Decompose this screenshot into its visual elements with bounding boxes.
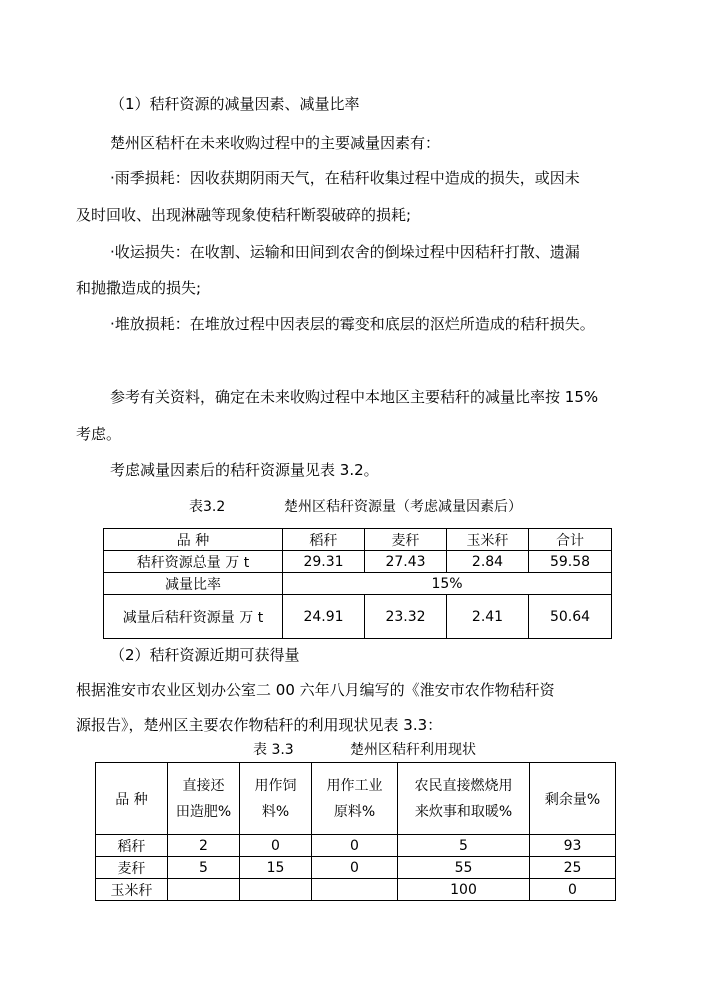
- table-cell: 玉米秆: [96, 879, 168, 901]
- table-cell: 93: [530, 835, 616, 857]
- table-cell: 27.43: [365, 551, 447, 573]
- table-row: [104, 551, 612, 573]
- table33-number: 表 3.3: [253, 742, 294, 758]
- table-cell: 秸秆资源总量 万 t: [104, 551, 283, 573]
- table32-number: 表3.2: [189, 499, 226, 515]
- table-header-cell: 品 种: [104, 529, 283, 551]
- table-cell: [168, 879, 240, 901]
- table-3-2: [103, 528, 612, 639]
- table-header-cell: 品 种: [96, 763, 168, 835]
- table-row: [104, 529, 612, 551]
- item1-line2: 及时回收、出现淋融等现象使秸秆断裂破碎的损耗;: [76, 206, 412, 224]
- table-cell: 50.64: [529, 595, 612, 639]
- table33-title: 楚州区秸秆利用现状: [350, 742, 476, 758]
- table-header-cell: 麦秆: [365, 529, 447, 551]
- table-header-cell: [312, 763, 398, 835]
- header-line: 料%: [261, 803, 290, 820]
- table-cell: 23.32: [365, 595, 447, 639]
- item1-line1: ·雨季损耗：因收获期阴雨天气，在秸秆收集过程中造成的损失，或因未: [110, 169, 580, 187]
- item2-line1: ·收运损失：在收割、运输和田间到农舍的倒垛过程中因秸秆打散、遗漏: [110, 243, 580, 261]
- table-cell: 59.58: [529, 551, 612, 573]
- section1-heading: （1）秸秆资源的减量因素、减量比率: [110, 95, 360, 113]
- section2-para-line2: 源报告》，楚州区主要农作物秸秆的利用现状见表 3.3：: [76, 716, 443, 734]
- table-cell: [312, 879, 398, 901]
- table-row: [104, 595, 612, 639]
- table-cell: 25: [530, 857, 616, 879]
- header-line: 来炊事和取暖%: [414, 803, 513, 820]
- table-cell: 2.84: [447, 551, 529, 573]
- ref-line2: 考虑。: [76, 425, 122, 443]
- table-header-cell: 玉米秆: [447, 529, 529, 551]
- table-cell: 29.31: [283, 551, 365, 573]
- table-header-cell: [240, 763, 312, 835]
- table-header-cell: [168, 763, 240, 835]
- table-cell: 5: [168, 857, 240, 879]
- ref-line1: 参考有关资料，确定在未来收购过程中本地区主要秸秆的减量比率按 15%: [110, 388, 599, 406]
- table-3-3: [95, 762, 616, 901]
- section1-intro: 楚州区秸杆在未来收购过程中的主要减量因素有：: [110, 134, 441, 152]
- table-cell: 稻秆: [96, 835, 168, 857]
- header-line: 田造肥%: [175, 803, 232, 820]
- table-cell: 0: [312, 835, 398, 857]
- table-cell: 15: [240, 857, 312, 879]
- header-line: 用作饲: [254, 777, 297, 794]
- table-row: [104, 573, 612, 595]
- table-cell: [240, 879, 312, 901]
- header-line: 原料%: [333, 803, 376, 820]
- table-cell: 0: [530, 879, 616, 901]
- header-line: 农民直接燃烧用: [414, 777, 513, 794]
- after-text: 考虑减量因素后的秸秆资源量见表 3.2。: [110, 461, 379, 479]
- header-line: 用作工业: [326, 777, 383, 794]
- item2-line2: 和抛撒造成的损失;: [76, 279, 202, 297]
- table-cell: 2.41: [447, 595, 529, 639]
- table-header-cell: 合计: [529, 529, 612, 551]
- section2-heading: （2）秸秆资源近期可获得量: [110, 646, 300, 664]
- table-cell: 2: [168, 835, 240, 857]
- table-header-cell: 稻秆: [283, 529, 365, 551]
- table-header-cell: [398, 763, 530, 835]
- table-cell: 0: [312, 857, 398, 879]
- table-cell: 0: [240, 835, 312, 857]
- table-cell: 减量后秸秆资源量 万 t: [104, 595, 283, 639]
- table-cell: 麦秆: [96, 857, 168, 879]
- table-row: [96, 857, 616, 879]
- table-row: [96, 835, 616, 857]
- table-cell: 55: [398, 857, 530, 879]
- table-cell: 5: [398, 835, 530, 857]
- table-cell: 24.91: [283, 595, 365, 639]
- table-cell: 15%: [283, 573, 612, 595]
- table-row: [96, 763, 616, 835]
- item3: ·堆放损耗：在堆放过程中因表层的霉变和底层的沤烂所造成的秸秆损失。: [110, 315, 595, 333]
- table32-title: 楚州区秸秆资源量（考虑减量因素后）: [284, 499, 522, 515]
- section2-para-line1: 根据淮安市农业区划办公室二 00 六年八月编写的《淮安市农作物秸秆资: [76, 681, 555, 699]
- table-row: [96, 879, 616, 901]
- table-header-cell: 剩余量%: [530, 763, 616, 835]
- header-line: 直接还: [182, 777, 225, 794]
- table-cell: 减量比率: [104, 573, 283, 595]
- table-cell: 100: [398, 879, 530, 901]
